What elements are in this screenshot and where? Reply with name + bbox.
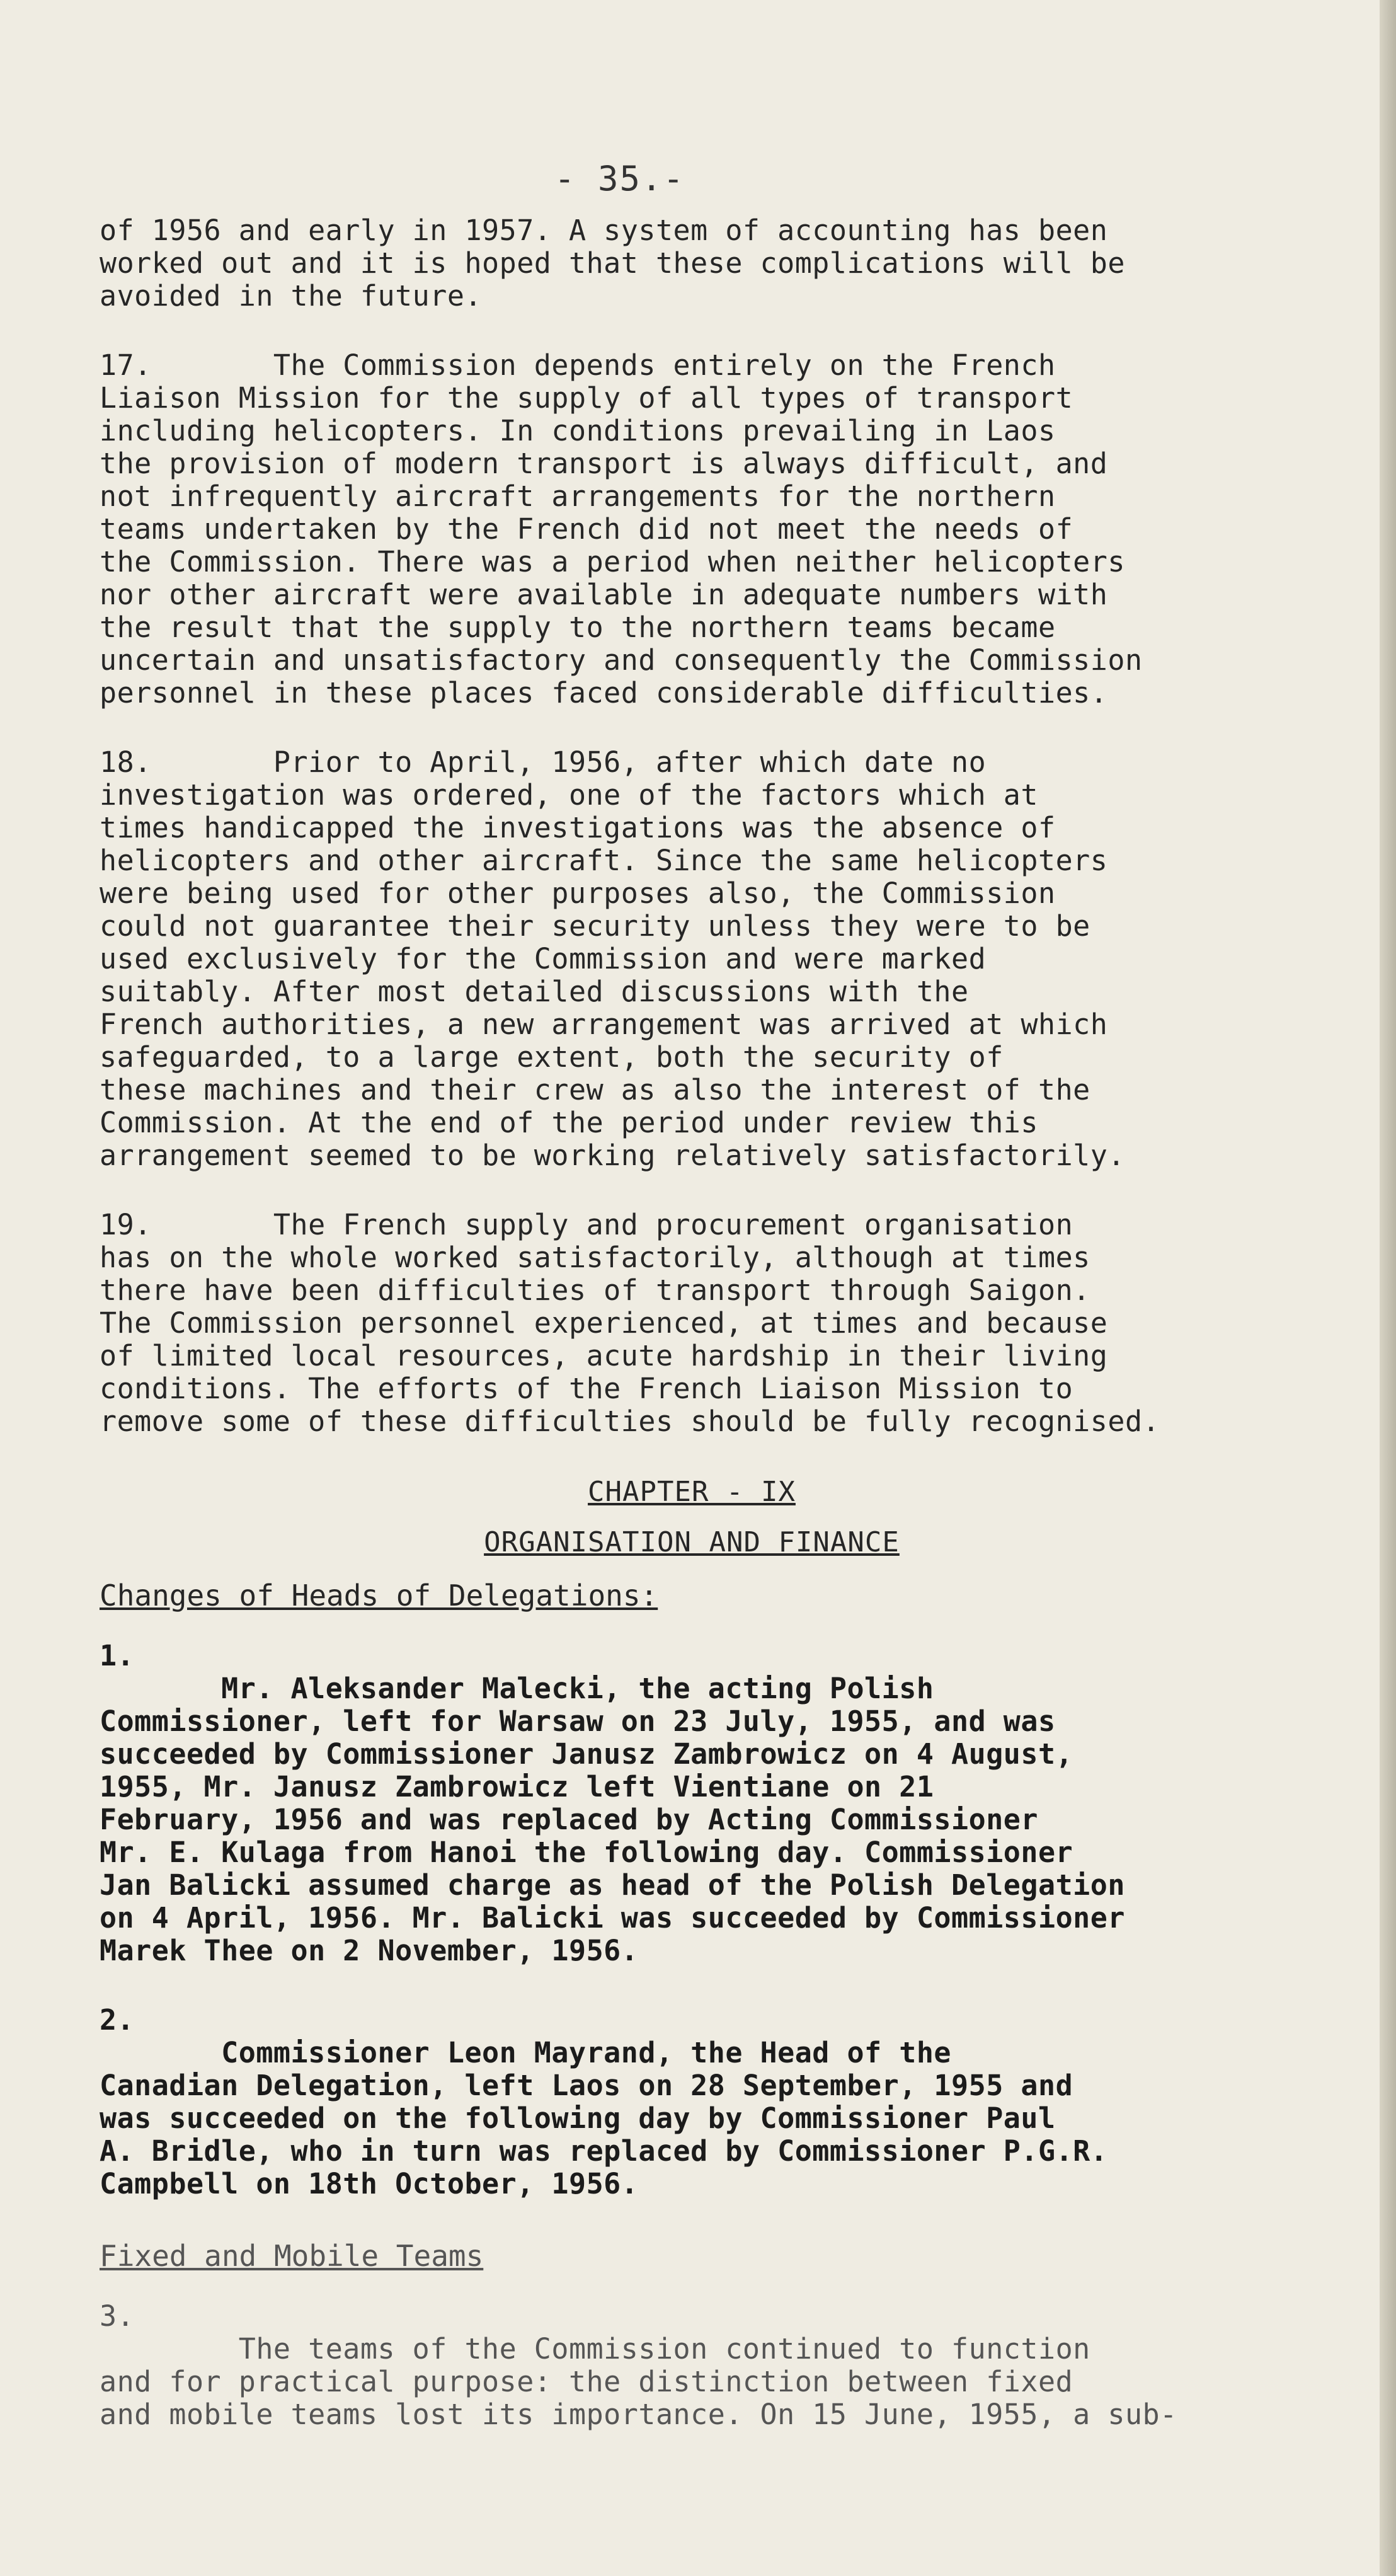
text-line: were being used for other purposes also, the Commission bbox=[100, 877, 1056, 910]
document-body bbox=[100, 214, 1284, 2468]
text-line: Commissioner, left for Warsaw on 23 July, 1955, and was bbox=[100, 1705, 1056, 1738]
text-line: these machines and their crew as also the interest of the bbox=[100, 1073, 1090, 1107]
text-line: helicopters and other aircraft. Since the same helicopters bbox=[100, 844, 1108, 877]
text-line: Jan Balicki assumed charge as head of the Polish Delegation bbox=[100, 1868, 1125, 1902]
text-line: investigation was ordered, one of the factors which at bbox=[100, 778, 1038, 812]
text-line: the provision of modern transport is always difficult, and bbox=[100, 447, 1108, 480]
subheading-fixed-mobile-teams: Fixed and Mobile Teams bbox=[100, 2239, 484, 2273]
text-line: used exclusively for the Commission and were marked bbox=[100, 942, 987, 975]
text-line: the result that the supply to the northern teams became bbox=[100, 611, 1056, 644]
text-line: was succeeded on the following day by Commissioner Paul bbox=[100, 2102, 1056, 2135]
text-line: 18. Prior to April, 1956, after which date no bbox=[100, 745, 987, 779]
text-line: worked out and it is hoped that these complications will be bbox=[100, 246, 1125, 280]
text-line: 19. The French supply and procurement organisation bbox=[100, 1208, 1073, 1241]
book-spine-shadow bbox=[1380, 0, 1396, 2576]
text-line: has on the whole worked satisfactorily, although at times bbox=[100, 1241, 1090, 1274]
paragraph-2 bbox=[100, 2004, 1284, 2200]
text-line: succeeded by Commissioner Janusz Zambrowicz on 4 August, bbox=[100, 1737, 1073, 1771]
paragraph-continued bbox=[100, 214, 1284, 313]
text-line: could not guarantee their security unless they were to be bbox=[100, 909, 1090, 943]
text-line: of limited local resources, acute hardship in their living bbox=[100, 1339, 1108, 1372]
chapter-title: CHAPTER - IX bbox=[588, 1476, 796, 1508]
text-line: 1. bbox=[100, 1639, 135, 1672]
text-line: remove some of these difficulties should be fully recognised. bbox=[100, 1405, 1160, 1438]
text-line: uncertain and unsatisfactory and consequently the Commission bbox=[100, 643, 1143, 677]
text-line: Mr. Aleksander Malecki, the acting Polish bbox=[100, 1672, 934, 1705]
text-line: arrangement seemed to be working relatively satisfactorily. bbox=[100, 1139, 1125, 1172]
text-line: and mobile teams lost its importance. On 15 June, 1955, a sub- bbox=[100, 2398, 1177, 2431]
text-line: 3. bbox=[100, 2299, 135, 2333]
text-line: A. Bridle, who in turn was replaced by Commissioner P.G.R. bbox=[100, 2134, 1108, 2168]
paragraph-1 bbox=[100, 1640, 1284, 1967]
text-line: times handicapped the investigations was the absence of bbox=[100, 811, 1056, 844]
text-line: 2. bbox=[100, 2003, 135, 2037]
paragraph-3 bbox=[100, 2300, 1284, 2431]
text-line: teams undertaken by the French did not meet the needs of bbox=[100, 512, 1073, 546]
text-line: 17. The Commission depends entirely on the French bbox=[100, 348, 1056, 382]
text-line: on 4 April, 1956. Mr. Balicki was succeeded by Commissioner bbox=[100, 1901, 1125, 1935]
page-number: - 35.- bbox=[554, 159, 685, 198]
text-line: not infrequently aircraft arrangements for the northern bbox=[100, 480, 1056, 513]
text-line: The Commission personnel experienced, at times and because bbox=[100, 1306, 1108, 1340]
text-line: nor other aircraft were available in adequate numbers with bbox=[100, 578, 1108, 611]
text-line: of 1956 and early in 1957. A system of accounting has been bbox=[100, 214, 1108, 247]
text-line: The teams of the Commission continued to function bbox=[100, 2332, 1090, 2366]
subheading-changes-of-heads: Changes of Heads of Delegations: bbox=[100, 1578, 658, 1613]
text-line: 1955, Mr. Janusz Zambrowicz left Vientiane on 21 bbox=[100, 1770, 934, 1803]
text-line: February, 1956 and was replaced by Acting Commissioner bbox=[100, 1803, 1038, 1836]
text-line: there have been difficulties of transport through Saigon. bbox=[100, 1274, 1090, 1307]
text-line: the Commission. There was a period when neither helicopters bbox=[100, 545, 1125, 578]
text-line: Commission. At the end of the period under review this bbox=[100, 1106, 1038, 1139]
text-line: French authorities, a new arrangement was arrived at which bbox=[100, 1008, 1108, 1041]
text-line: Commissioner Leon Mayrand, the Head of the bbox=[100, 2036, 952, 2069]
text-line: avoided in the future. bbox=[100, 279, 483, 313]
text-line: conditions. The efforts of the French Liaison Mission to bbox=[100, 1372, 1073, 1405]
paragraph-19 bbox=[100, 1209, 1284, 1438]
chapter-subtitle: ORGANISATION AND FINANCE bbox=[484, 1526, 900, 1558]
text-line: Liaison Mission for the supply of all types of transport bbox=[100, 381, 1073, 415]
paragraph-17 bbox=[100, 349, 1284, 710]
text-line: suitably. After most detailed discussions with the bbox=[100, 975, 969, 1008]
text-line: including helicopters. In conditions prevailing in Laos bbox=[100, 414, 1056, 447]
text-line: safeguarded, to a large extent, both the security of bbox=[100, 1040, 1004, 1074]
text-line: Campbell on 18th October, 1956. bbox=[100, 2167, 639, 2200]
text-line: Marek Thee on 2 November, 1956. bbox=[100, 1934, 639, 1967]
text-line: Canadian Delegation, left Laos on 28 September, 1955 and bbox=[100, 2069, 1073, 2102]
paragraph-18 bbox=[100, 746, 1284, 1172]
text-line: Mr. E. Kulaga from Hanoi the following day. Commissioner bbox=[100, 1836, 1073, 1869]
text-line: personnel in these places faced considerable difficulties. bbox=[100, 676, 1108, 710]
text-line: and for practical purpose: the distinction between fixed bbox=[100, 2365, 1073, 2398]
